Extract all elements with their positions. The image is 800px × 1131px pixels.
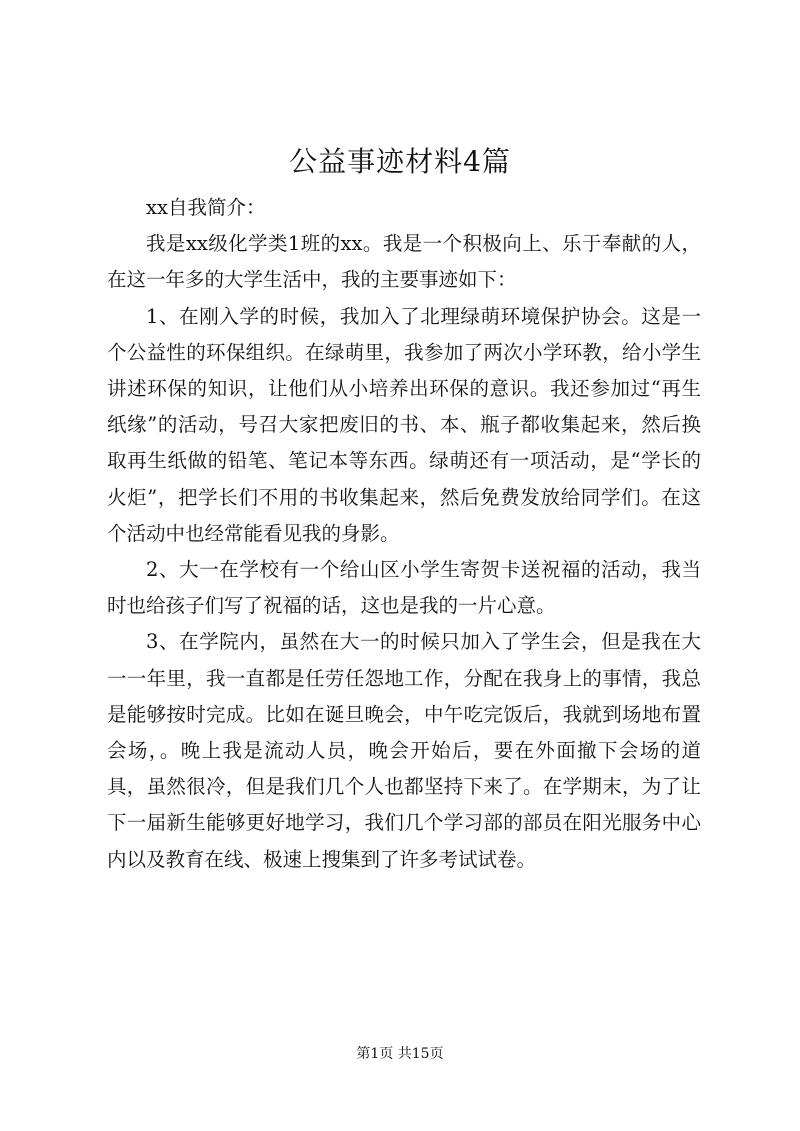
paragraph-item-3: 3、在学院内，虽然在大一的时候只加入了学生会，但是我在大一一年里，我一直都是任劳任怨地工作，分配在我身上的事情，我总是能够按时完成。比如在诞旦晚会，中午吃完饭后，我就到场地布置会场，。晚上我是流动人员，晚会开始后，要在外面撤下会场的道具，虽然很冷，但是我们几个人也都坚持下来了。在学期末，为了让下一届新生能够更好地学习，我们几个学习部的部员在阳光服务中心内以及教育在线、极速上搜集到了许多考试试卷。: [107, 630, 701, 871]
paragraph-item-1: 1、在刚入学的时候，我加入了北理绿萌环境保护协会。这是一个公益性的环保组织。在绿萌里，我参加了两次小学环教，给小学生讲述环保的知识，让他们从小培养出环保的意识。我还参加过“再生纸缘”的活动，号召大家把废旧的书、本、瓶子都收集起来，然后换取再生纸做的铅笔、笔记本等东西。绿萌还有一项活动，是“学长的火炬”，把学长们不用的书收集起来，然后免费发放给同学们。在这个活动中也经常能看见我的身影。: [107, 304, 701, 545]
paragraph-item-2: 2、大一在学校有一个给山区小学生寄贺卡送祝福的活动，我当时也给孩子们写了祝福的话，这也是我的一片心意。: [107, 558, 701, 618]
page-footer: 第1页 共15页: [356, 1046, 444, 1062]
paragraph-intro-heading: xx自我简介：: [146, 196, 266, 219]
document-title: 公益事迹材料4篇: [289, 145, 511, 178]
document-body: [107, 190, 701, 878]
paragraph-self-intro: 我是xx级化学类1班的xx。我是一个积极向上、乐于奉献的人，在这一年多的大学生活中，我的主要事迹如下：: [107, 232, 701, 292]
